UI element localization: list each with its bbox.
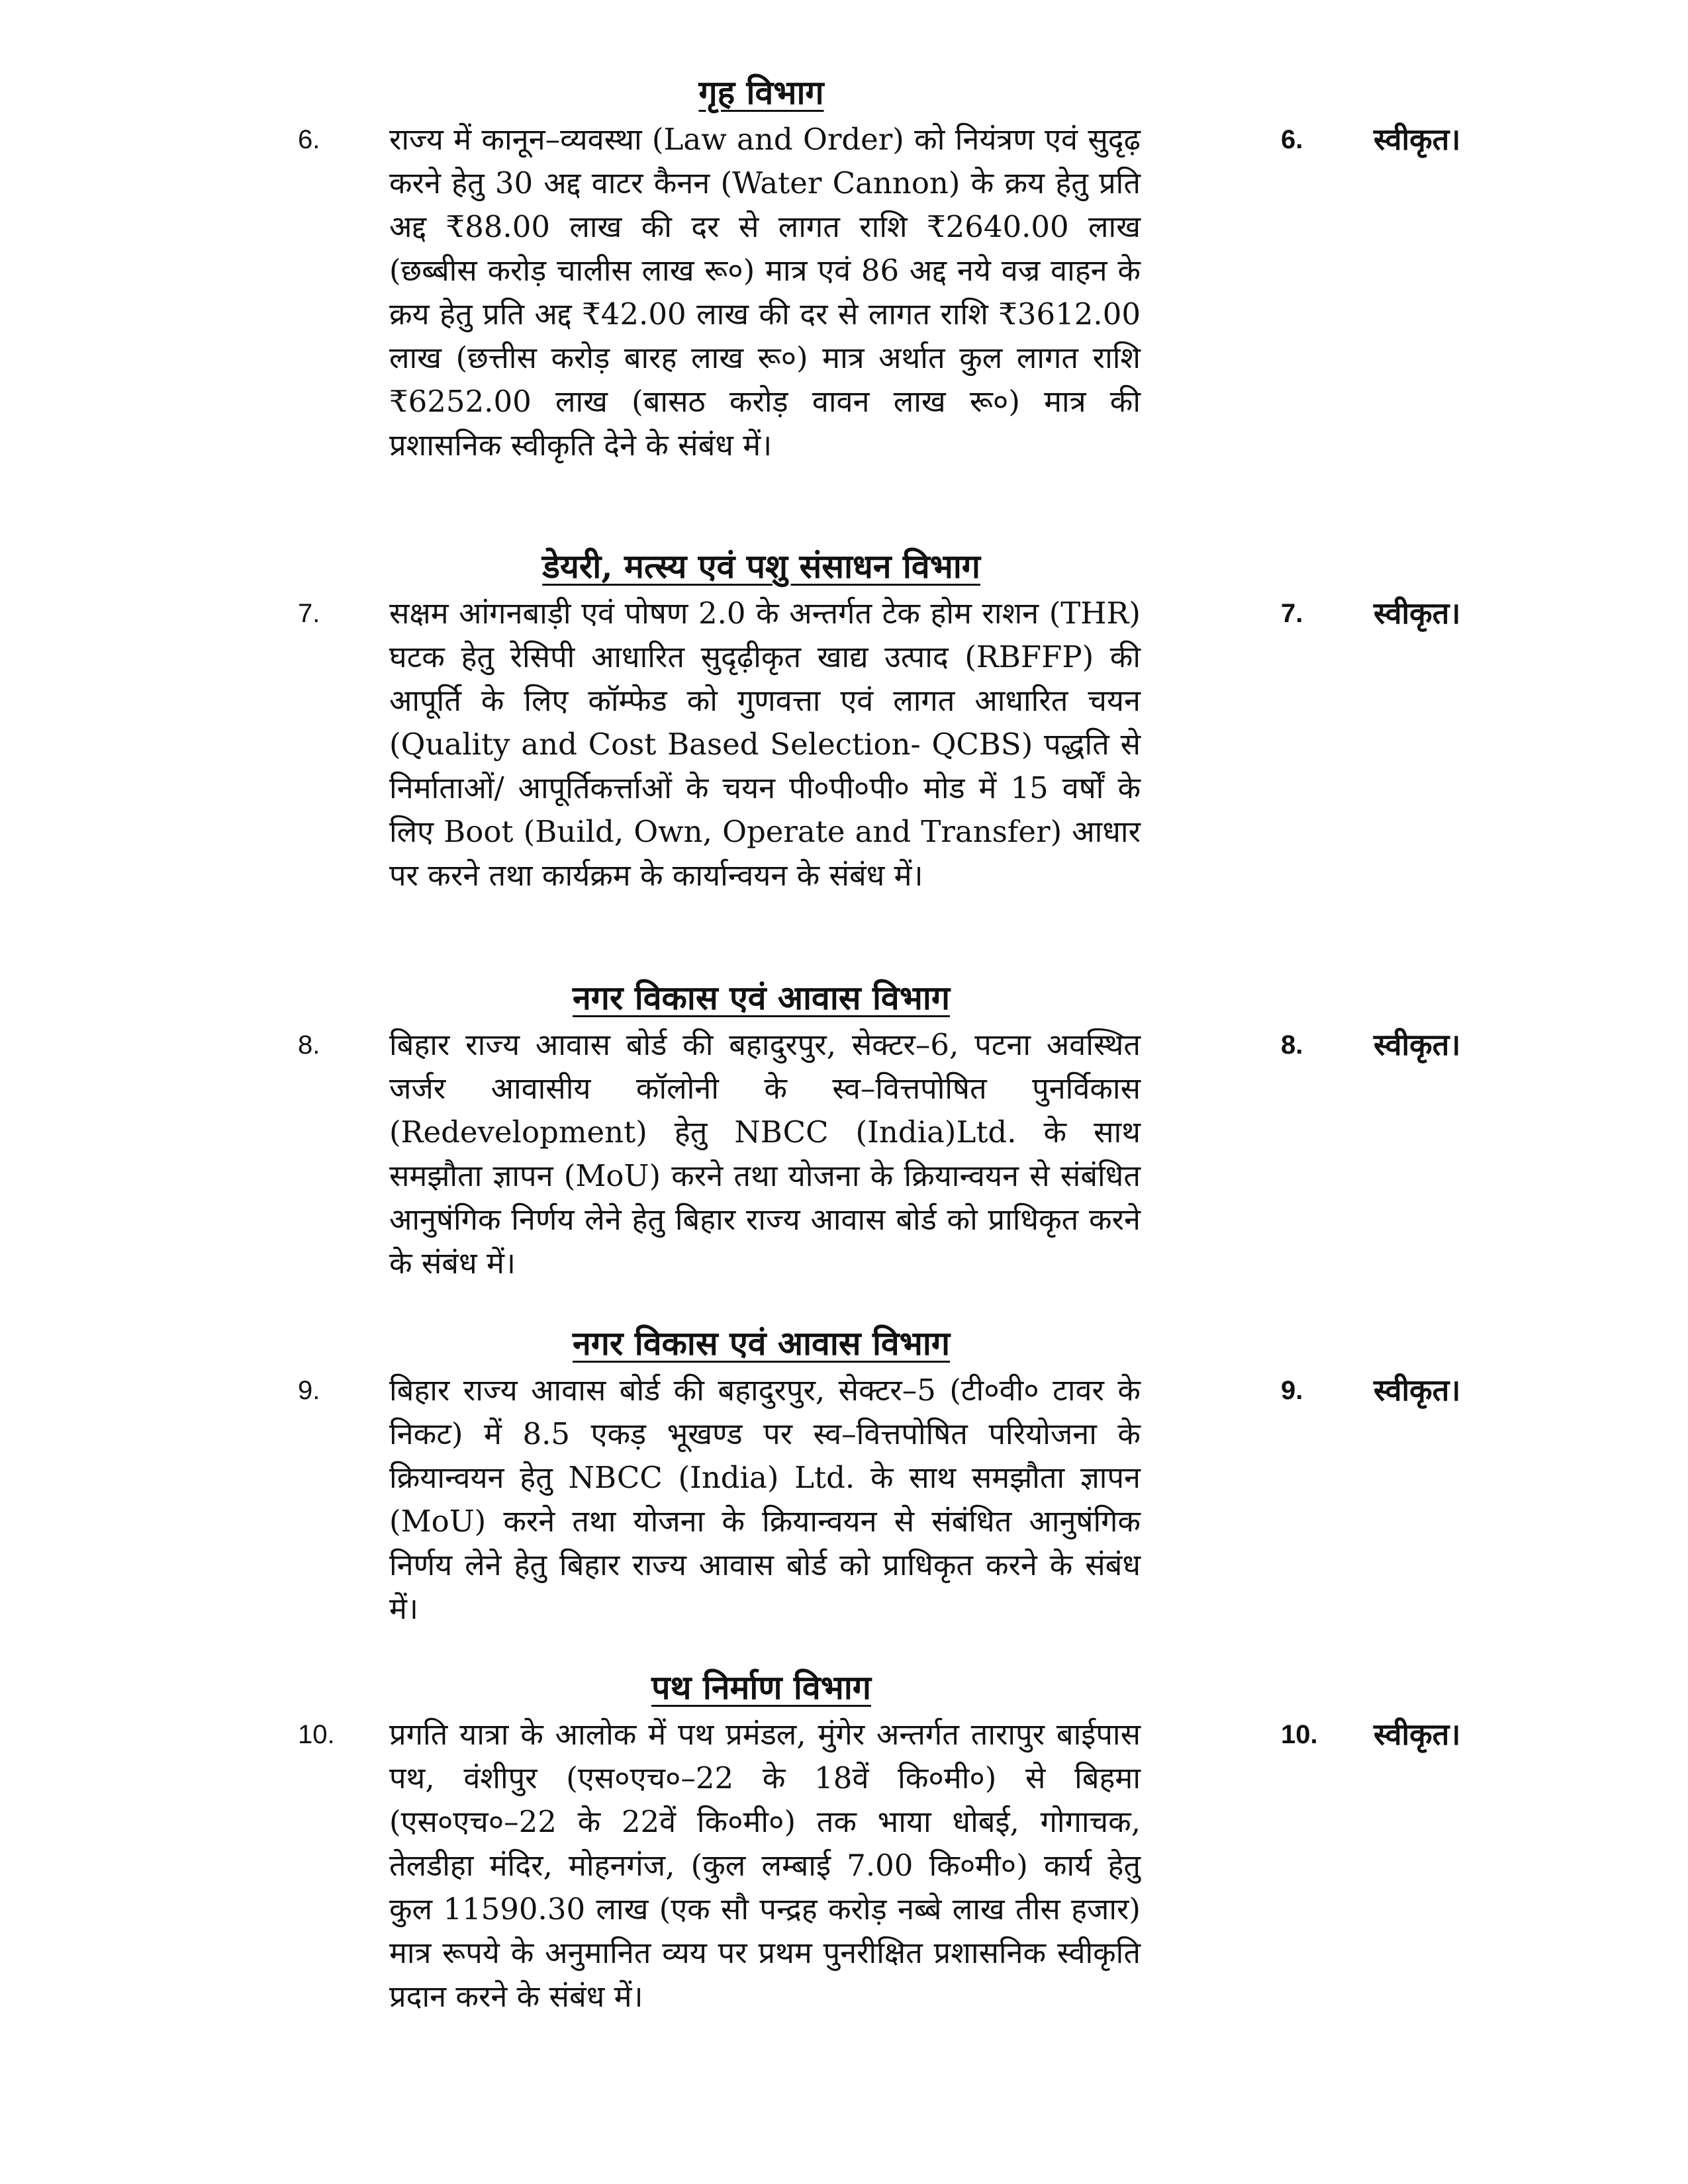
department-heading: नगर विकास एवं आवास विभाग — [573, 1324, 950, 1363]
result-number: 10. — [1281, 1720, 1318, 1749]
result-number: 9. — [1281, 1376, 1303, 1405]
status-approved: स्वीकृत। — [1374, 122, 1461, 157]
item-text: बिहार राज्य आवास बोर्ड की बहादुरपुर, सेक्टर–5 (टी०वी० टावर के निकट) में 8.5 एकड़ भूखण्ड पर स्व–वित्तपोषित परियोजना के क्रियान्वयन हेतु NBCC (India) Ltd. के साथ समझौता ज्ञापन (MoU) करने तथा योजना के क्रियान्वयन से संबंधित आनुषंगिक निर्णय लेने हेतु बिहार राज्य आवास बोर्ड को प्राधिकृत करने के संबंध में। — [389, 1373, 1141, 1626]
item-text: राज्य में कानून–व्यवस्था (Law and Order) को नियंत्रण एवं सुदृढ़ करने हेतु 30 अद्द वाटर कैनन (Water Cannon) के क्रय हेतु प्रति अद्द ₹88.00 लाख की दर से लागत राशि ₹2640.00 लाख (छब्बीस करोड़ चालीस लाख रू०) मात्र एवं 86 अद्द नये वज्र वाहन के क्रय हेतु प्रति अद्द ₹42.00 लाख की दर से लागत राशि ₹3612.00 लाख (छत्तीस करोड़ बारह लाख रू०) मात्र अर्थात कुल लागत राशि ₹6252.00 लाख (बासठ करोड़ वावन लाख रू०) मात्र की प्रशासनिक स्वीकृति देने के संबंध में। — [389, 122, 1141, 463]
status-approved: स्वीकृत। — [1374, 1717, 1461, 1752]
item-number: 8. — [298, 1030, 320, 1060]
result-number: 6. — [1281, 125, 1303, 154]
result-number: 7. — [1281, 599, 1303, 628]
status-approved: स्वीकृत। — [1374, 1373, 1461, 1408]
item-text: सक्षम आंगनबाड़ी एवं पोषण 2.0 के अन्तर्गत टेक होम राशन (THR) घटक हेतु रेसिपी आधारित सुदृढ़ीकृत खाद्य उत्पाद (RBFFP) की आपूर्ति के लिए कॉम्फेड को गुणवत्ता एवं लागत आधारित चयन (Quality and Cost Based Selection- QCBS) पद्धति से निर्माताओं/ आपूर्तिकर्त्ताओं के चयन पी०पी०पी० मोड में 15 वर्षों के लिए Boot (Build, Own, Operate and Transfer) आधार पर करने तथा कार्यक्रम के कार्यान्वयन के संबंध में। — [389, 596, 1141, 893]
status-approved: स्वीकृत। — [1374, 596, 1461, 631]
department-heading: नगर विकास एवं आवास विभाग — [573, 978, 950, 1017]
status-approved: स्वीकृत। — [1374, 1027, 1461, 1062]
item-text: प्रगति यात्रा के आलोक में पथ प्रमंडल, मुंगेर अन्तर्गत तारापुर बाईपास पथ, वंशीपुर (एस०एच०–22 के 18वें कि०मी०) से बिहमा (एस०एच०–22 के 22वें कि०मी०) तक भाया धोबई, गोगाचक, तेलडीहा मंदिर, मोहनगंज, (कुल लम्बाई 7.00 कि०मी०) कार्य हेतु कुल 11590.30 लाख (एक सौ पन्द्रह करोड़ नब्बे लाख तीस हजार) मात्र रूपये के अनुमानित व्यय पर प्रथम पुनरीक्षित प्रशासनिक स्वीकृति प्रदान करने के संबंध में। — [389, 1717, 1141, 2014]
item-text: बिहार राज्य आवास बोर्ड की बहादुरपुर, सेक्टर–6, पटना अवस्थित जर्जर आवासीय कॉलोनी के स्व–वित्तपोषित पुनर्विकास (Redevelopment) हेतु NBCC (India)Ltd. के साथ समझौता ज्ञापन (MoU) करने तथा योजना के क्रियान्वयन से संबंधित आनुषंगिक निर्णय लेने हेतु बिहार राज्य आवास बोर्ड को प्राधिकृत करने के संबंध में। — [389, 1027, 1141, 1281]
result-number: 8. — [1281, 1030, 1303, 1060]
item-number: 9. — [298, 1376, 320, 1405]
department-heading: पथ निर्माण विभाग — [651, 1668, 871, 1707]
department-heading: डेयरी, मत्स्य एवं पशु संसाधन विभाग — [542, 547, 980, 586]
item-number: 7. — [298, 599, 320, 628]
item-number: 10. — [298, 1720, 335, 1749]
item-number: 6. — [298, 125, 320, 154]
department-heading: गृह विभाग — [698, 73, 824, 112]
